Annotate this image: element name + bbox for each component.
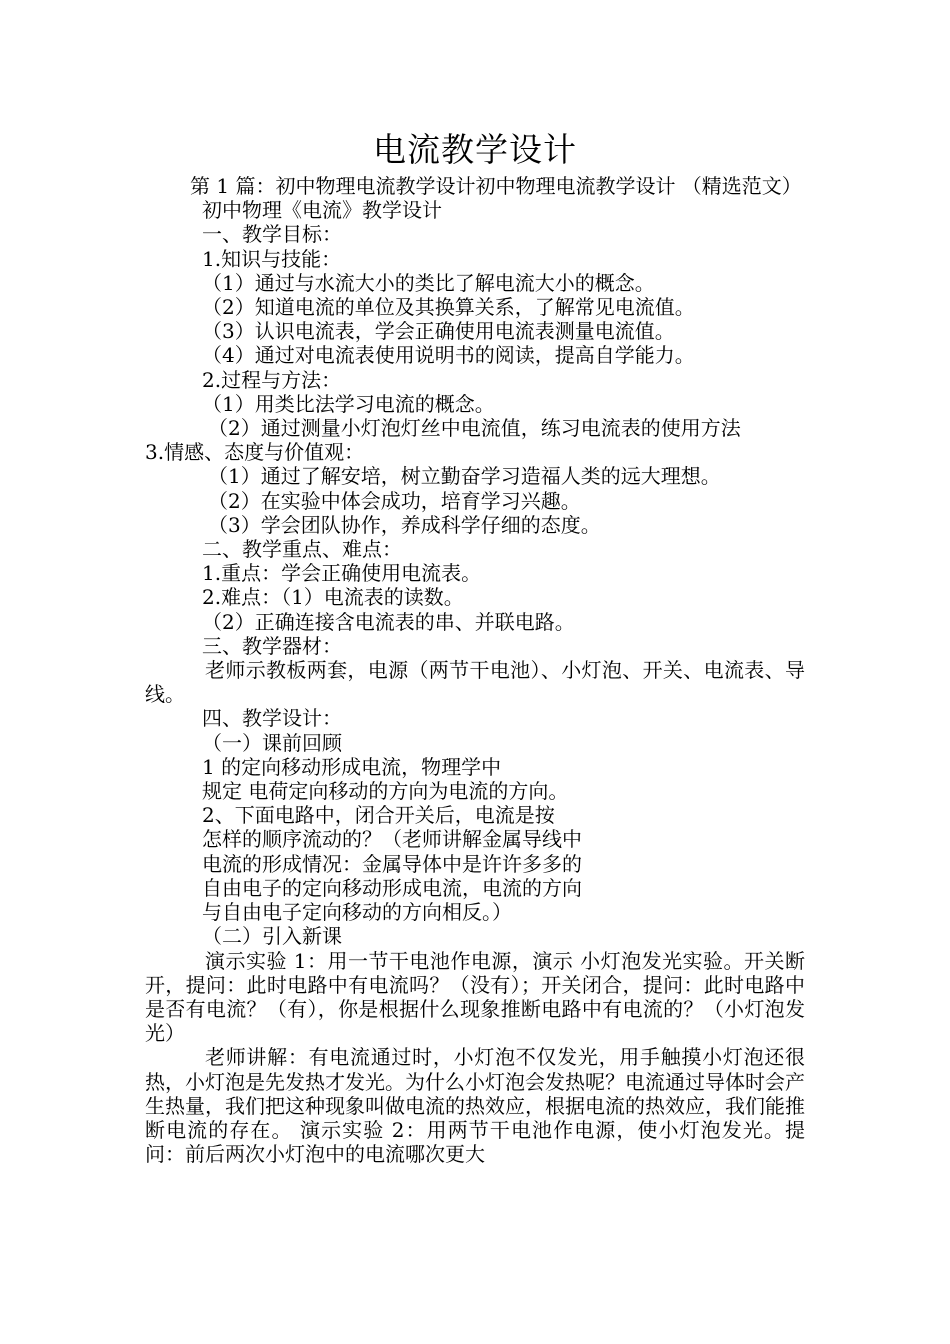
paragraph: 老师示教板两套，电源（两节干电池）、小灯泡、开关、电流表、导线。: [145, 658, 805, 707]
paragraph: 二、教学重点、难点：: [202, 537, 402, 562]
paragraph: 与自由电子定向移动的方向相反。）: [202, 900, 512, 925]
paragraph: 1.重点：学会正确使用电流表。: [202, 561, 482, 586]
paragraph: （1）通过与水流大小的类比了解电流大小的概念。: [202, 270, 655, 295]
paragraph: （1）用类比法学习电流的概念。: [202, 391, 495, 416]
paragraph: 自由电子的定向移动形成电流，电流的方向: [202, 875, 582, 900]
document-body: [145, 174, 805, 1166]
paragraph: （2）正确连接含电流表的串、并联电路。: [202, 609, 575, 634]
paragraph: 规定 电荷定向移动的方向为电流的方向。: [202, 779, 569, 804]
paragraph: 初中物理《电流》教学设计: [202, 198, 442, 223]
document-title: 电流教学设计: [373, 130, 577, 169]
paragraph: （3）学会团队协作，养成科学仔细的态度。: [208, 512, 601, 537]
paragraph: 2、下面电路中，闭合开关后，电流是按: [202, 803, 555, 828]
paragraph: 一、教学目标：: [202, 222, 342, 247]
paragraph: （二）引入新课: [202, 924, 342, 949]
paragraph: 四、教学设计：: [202, 706, 342, 731]
paragraph: 电流的形成情况：金属导体中是许许多多的: [202, 851, 582, 876]
paragraph: （1）通过了解安培，树立勤奋学习造福人类的远大理想。: [208, 464, 721, 489]
paragraph: 怎样的顺序流动的？（老师讲解金属导线中: [202, 827, 582, 852]
paragraph: 1.知识与技能：: [202, 246, 342, 271]
paragraph: （2）在实验中体会成功，培育学习兴趣。: [208, 488, 581, 513]
paragraph: 3.情感、态度与价值观：: [145, 440, 365, 465]
paragraph: 第 1 篇：初中物理电流教学设计初中物理电流教学设计 （精选范文）: [190, 174, 802, 198]
paragraph: （3）认识电流表，学会正确使用电流表测量电流值。: [202, 319, 675, 344]
paragraph: （4）通过对电流表使用说明书的阅读，提高自学能力。: [202, 343, 695, 368]
paragraph: （2）通过测量小灯泡灯丝中电流值，练习电流表的使用方法: [208, 416, 741, 441]
paragraph: 1 的定向移动形成电流，物理学中: [202, 754, 502, 779]
paragraph: 老师讲解：有电流通过时，小灯泡不仅发光，用手触摸小灯泡还很热，小灯泡是先发热才发光。为什么小灯泡会发热呢？电流通过导体时会产生热量，我们把这种现象叫做电流的热效应，根据电流的热效应，我们能推断电流的存在。 演示实验 2：用两节干电池作电源，使小灯泡发光。提问：前后两次小灯泡中的电流哪次更大: [145, 1045, 805, 1167]
paragraph: 三、教学器材：: [202, 633, 342, 658]
paragraph: （2）知道电流的单位及其换算关系，了解常见电流值。: [202, 295, 695, 320]
paragraph: 2.过程与方法：: [202, 367, 342, 392]
paragraph: 2.难点：（1）电流表的读数。: [202, 585, 464, 610]
paragraph: 演示实验 1：用一节干电池作电源，演示 小灯泡发光实验。开关断开，提问：此时电路中有电流吗？（没有）；开关闭合，提问：此时电路中是否有电流？（有），你是根据什么现象推断电路中有电流的？（小灯泡发光）: [145, 948, 805, 1046]
paragraph: （一）课前回顾: [202, 730, 342, 755]
